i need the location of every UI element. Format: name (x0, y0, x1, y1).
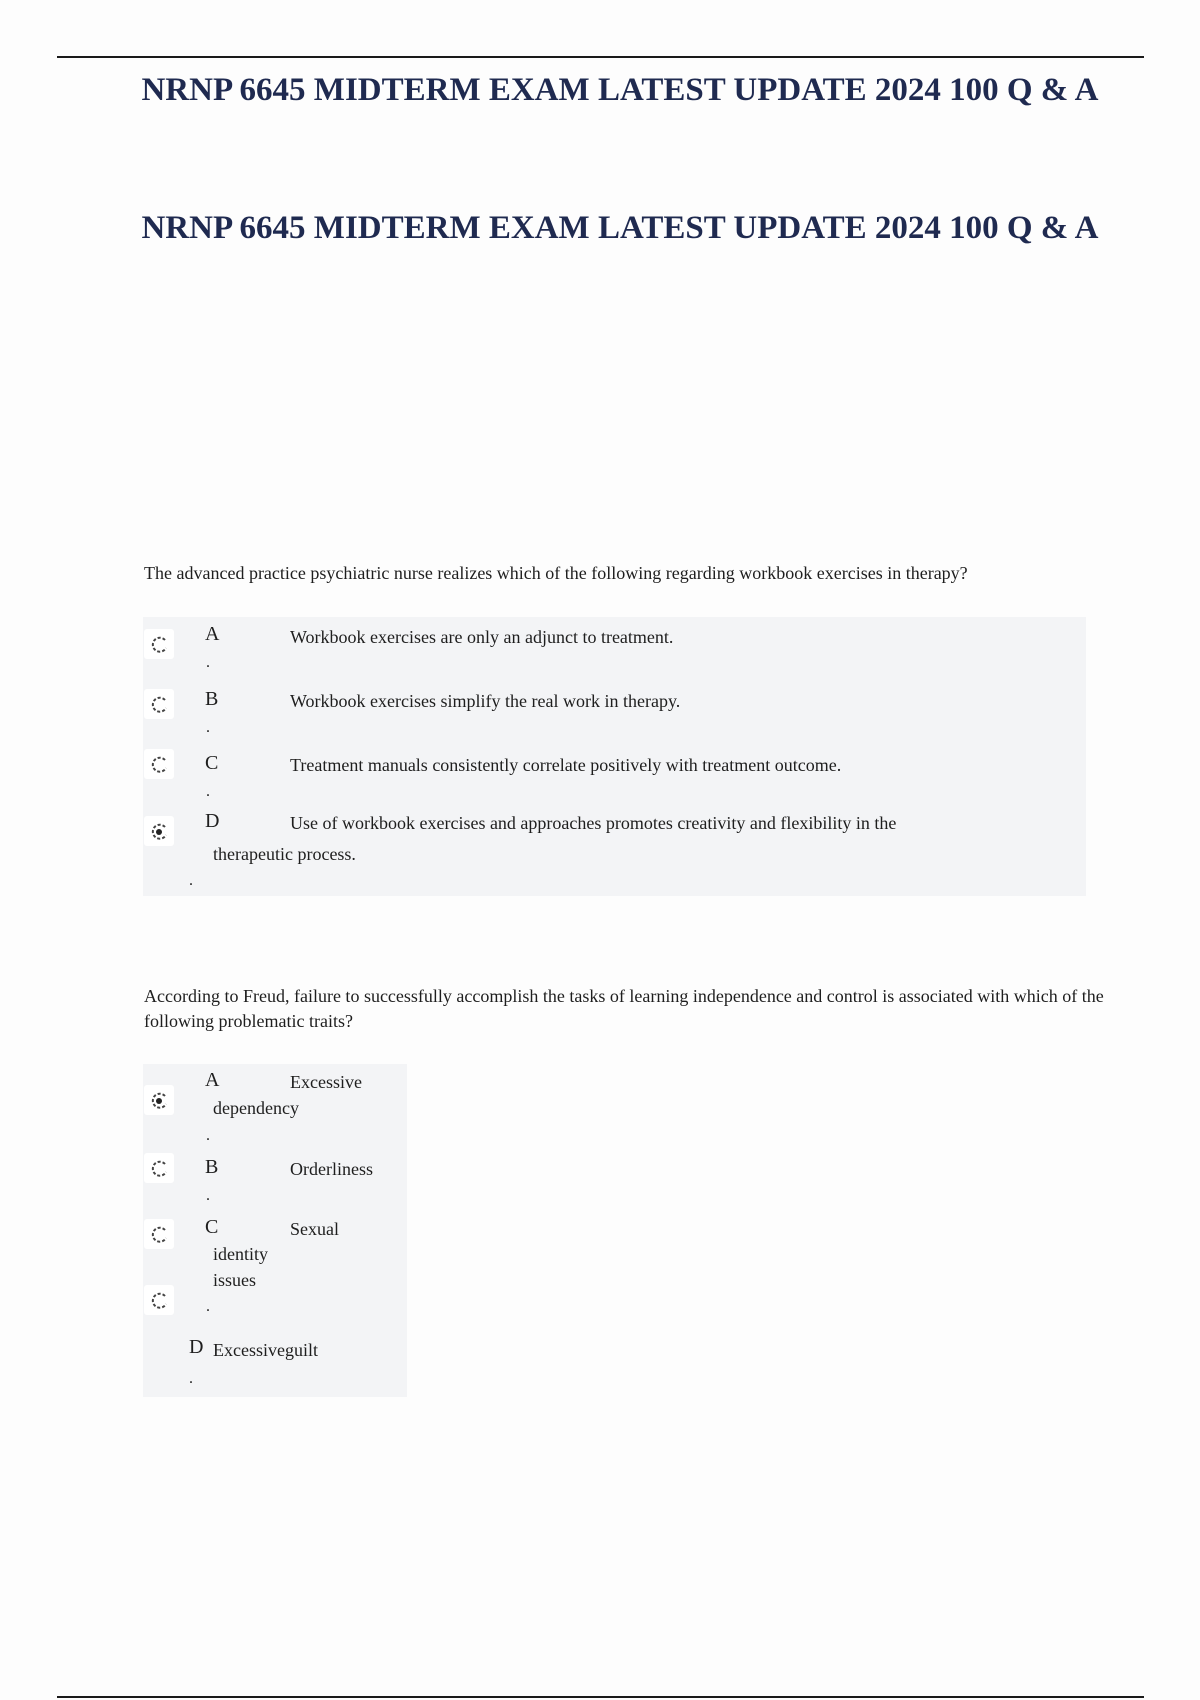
radio-unselected-icon (150, 1291, 170, 1311)
q1-option-a-letter: A (205, 623, 220, 645)
q2-option-d-letter: D (189, 1336, 204, 1358)
radio-unselected-icon (150, 695, 170, 715)
q2-option-a-letter: A (205, 1069, 220, 1091)
radio-unselected-icon (150, 1225, 170, 1245)
q1-option-c-dot: . (206, 783, 210, 800)
q1-option-a-text[interactable]: Workbook exercises are only an adjunct to treatment. (290, 627, 674, 647)
q1-option-b-text[interactable]: Workbook exercises simplify the real work in therapy. (290, 691, 681, 711)
q2-option-c-text-line3[interactable]: issues (213, 1270, 257, 1290)
q2-option-c-text-line2[interactable]: identity (213, 1244, 268, 1264)
q2-option-c-dot: . (206, 1298, 210, 1315)
q2-option-a-radio-selected[interactable] (144, 1085, 174, 1115)
radio-selected-icon (150, 1091, 170, 1111)
radio-unselected-icon (150, 635, 170, 655)
q1-option-c-letter: C (205, 752, 219, 774)
q2-option-a-dot: . (206, 1127, 210, 1144)
q2-option-c-letter: C (205, 1216, 219, 1238)
q2-option-d-radio[interactable] (144, 1285, 174, 1315)
q1-option-a-radio[interactable] (144, 629, 174, 659)
q2-option-d-text[interactable]: Excessiveguilt (213, 1340, 318, 1360)
q2-option-a-text-line2[interactable]: dependency (213, 1098, 299, 1118)
q2-option-c-text-line1[interactable]: Sexual (290, 1219, 339, 1239)
q1-option-d-text-line1[interactable]: Use of workbook exercises and approaches promotes creativity and flexibility in the (290, 813, 897, 833)
q2-option-a-text-line1[interactable]: Excessive (290, 1072, 362, 1092)
document-title: NRNP 6645 MIDTERM EXAM LATEST UPDATE 2024 100 Q & A (141, 210, 1099, 246)
q2-option-b-letter: B (205, 1156, 219, 1178)
q1-option-d-text-line2[interactable]: therapeutic process. (213, 844, 356, 864)
q1-option-d-radio-selected[interactable] (144, 816, 174, 846)
q1-option-b-letter: B (205, 688, 219, 710)
radio-selected-icon (150, 822, 170, 842)
q1-option-d-dot: . (189, 872, 193, 889)
question-2-text: According to Freud, failure to successfully accomplish the tasks of learning independence and control is associated with which of the following problematic traits? (144, 986, 1104, 1031)
q2-option-b-text[interactable]: Orderliness (290, 1159, 373, 1179)
question-1-text: The advanced practice psychiatric nurse realizes which of the following regarding workbook exercises in therapy? (144, 563, 968, 583)
header-title: NRNP 6645 MIDTERM EXAM LATEST UPDATE 2024 100 Q & A (141, 72, 1099, 108)
q2-option-b-radio[interactable] (144, 1153, 174, 1183)
q1-option-d-letter: D (205, 810, 220, 832)
q2-option-b-dot: . (206, 1187, 210, 1204)
q2-option-d-dot: . (189, 1370, 193, 1387)
bottom-rule (57, 1696, 1144, 1698)
radio-unselected-icon (150, 1159, 170, 1179)
q1-option-a-dot: . (206, 654, 210, 671)
top-rule (57, 56, 1144, 58)
q1-option-c-text[interactable]: Treatment manuals consistently correlate positively with treatment outcome. (290, 755, 842, 775)
q2-option-c-radio[interactable] (144, 1219, 174, 1249)
radio-unselected-icon (150, 755, 170, 775)
q1-option-b-radio[interactable] (144, 689, 174, 719)
q1-option-c-radio[interactable] (144, 749, 174, 779)
q1-option-b-dot: . (206, 719, 210, 736)
